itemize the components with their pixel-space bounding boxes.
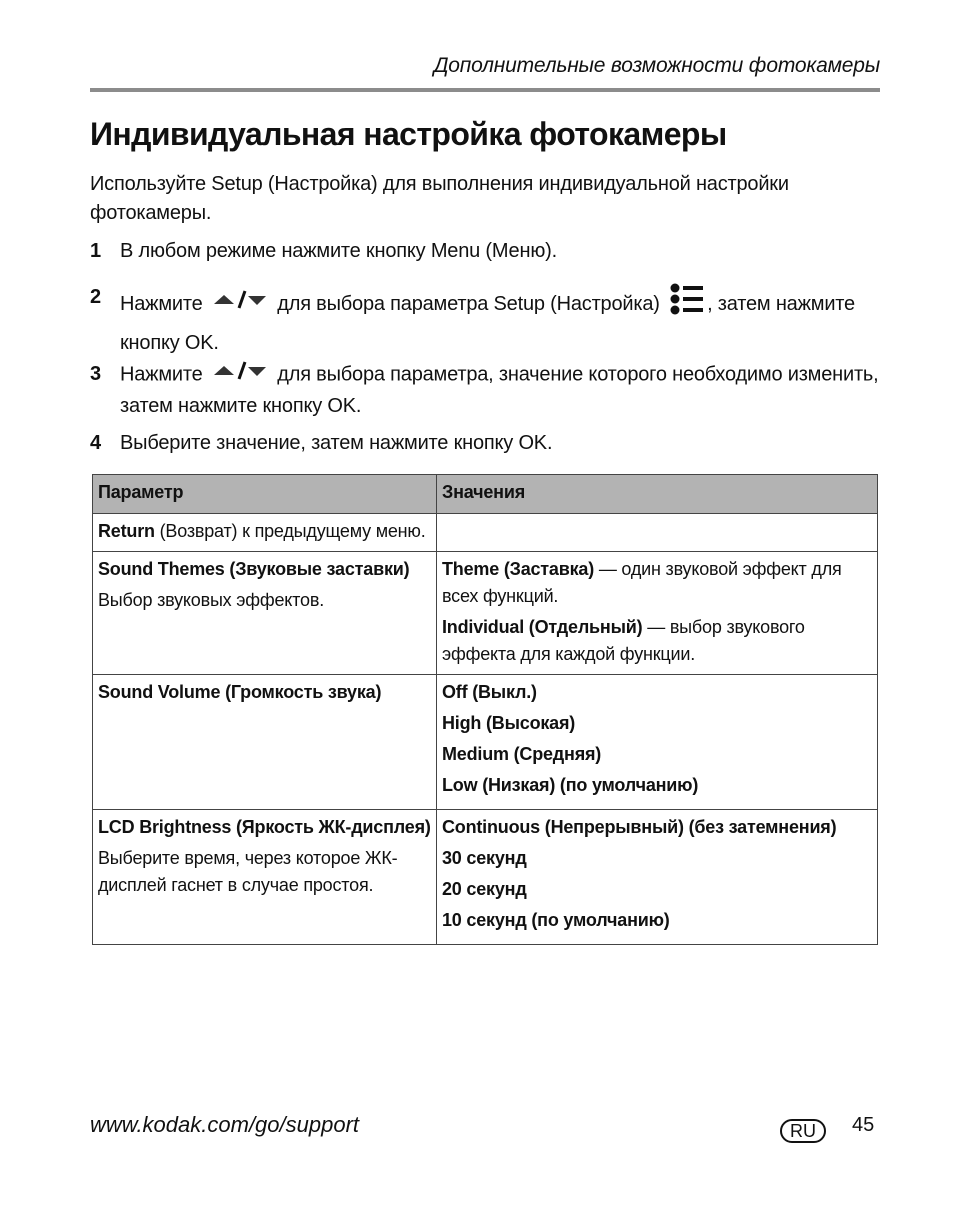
- language-badge: RU: [780, 1119, 826, 1143]
- values-cell: [437, 675, 878, 810]
- settings-table: [92, 474, 878, 945]
- param-name: Sound Volume (Громкость звука): [98, 682, 382, 702]
- up-down-arrows-icon: [212, 359, 268, 391]
- step-4: [90, 428, 880, 459]
- value-item: Medium (Средняя): [442, 744, 602, 764]
- values-cell: [437, 810, 878, 945]
- step-text-post: , затем нажмите кнопку OK.: [120, 292, 855, 354]
- value-item: [442, 614, 872, 668]
- step-text-mid: для выбора параметра Setup (Настройка): [277, 292, 660, 315]
- step-1: [90, 236, 880, 267]
- header-rule: [90, 88, 880, 92]
- page-title: Индивидуальная настройка фотокамеры: [90, 116, 727, 152]
- step-text-pre: Нажмите: [120, 292, 203, 315]
- param-name: LCD Brightness (Яркость ЖК-дисплея): [98, 817, 431, 837]
- value-desc: — выбор звукового эффекта для каждой функции.: [442, 617, 805, 664]
- up-down-arrows-icon: [212, 288, 268, 321]
- param-desc: Выберите время, через которое ЖК-дисплей гаснет в случае простоя.: [98, 848, 398, 895]
- page-number: 45: [852, 1114, 875, 1136]
- value-name: Theme (Заставка): [442, 559, 595, 579]
- step-text-post: для выбора параметра, значение которого необходимо изменить, затем нажмите кнопку OK.: [120, 363, 879, 417]
- value-item: 10 секунд (по умолчанию): [442, 910, 670, 930]
- value-desc: — один звуковой эффект для всех функций.: [442, 559, 842, 606]
- step-number: 3: [90, 363, 101, 385]
- table-header-row: [93, 475, 878, 514]
- step-text: Выберите значение, затем нажмите кнопку OK.: [120, 432, 553, 454]
- column-header-values: Значения: [437, 475, 878, 514]
- header-section-title: Дополнительные возможности фотокамеры: [433, 54, 880, 77]
- step-3: [90, 359, 880, 422]
- param-desc: (Возврат) к предыдущему меню.: [154, 521, 426, 541]
- value-item: [442, 556, 872, 610]
- value-item: Low (Низкая) (по умолчанию): [442, 775, 699, 795]
- table-row: [93, 810, 878, 945]
- param-name: Sound Themes (Звуковые заставки): [98, 559, 410, 579]
- param-desc: Выбор звуковых эффектов.: [98, 590, 324, 610]
- param-cell: [93, 552, 437, 675]
- step-text: В любом режиме нажмите кнопку Menu (Меню).: [120, 240, 557, 262]
- param-name: Return: [98, 521, 155, 541]
- param-cell: [93, 810, 437, 945]
- step-2: [90, 282, 880, 360]
- value-item: High (Высокая): [442, 713, 576, 733]
- support-link[interactable]: www.kodak.com/go/support: [90, 1112, 360, 1137]
- values-cell: [437, 514, 878, 552]
- value-name: Individual (Отдельный): [442, 617, 643, 637]
- step-text-pre: Нажмите: [120, 363, 203, 386]
- table-row: [93, 675, 878, 810]
- value-item: 30 секунд: [442, 848, 527, 868]
- value-item: 20 секунд: [442, 879, 527, 899]
- step-number: 2: [90, 286, 101, 308]
- value-item: Continuous (Непрерывный) (без затемнения): [442, 817, 837, 837]
- table-row: [93, 514, 878, 552]
- setup-menu-icon: [669, 282, 705, 327]
- step-number: 1: [90, 240, 101, 262]
- step-number: 4: [90, 432, 101, 454]
- values-cell: [437, 552, 878, 675]
- column-header-parameter: Параметр: [93, 475, 437, 514]
- value-item: Off (Выкл.): [442, 682, 537, 702]
- table-row: [93, 552, 878, 675]
- param-cell: [93, 675, 437, 810]
- param-cell: [93, 514, 437, 552]
- intro-paragraph: Используйте Setup (Настройка) для выполнения индивидуальной настройки фотокамеры.: [90, 173, 789, 224]
